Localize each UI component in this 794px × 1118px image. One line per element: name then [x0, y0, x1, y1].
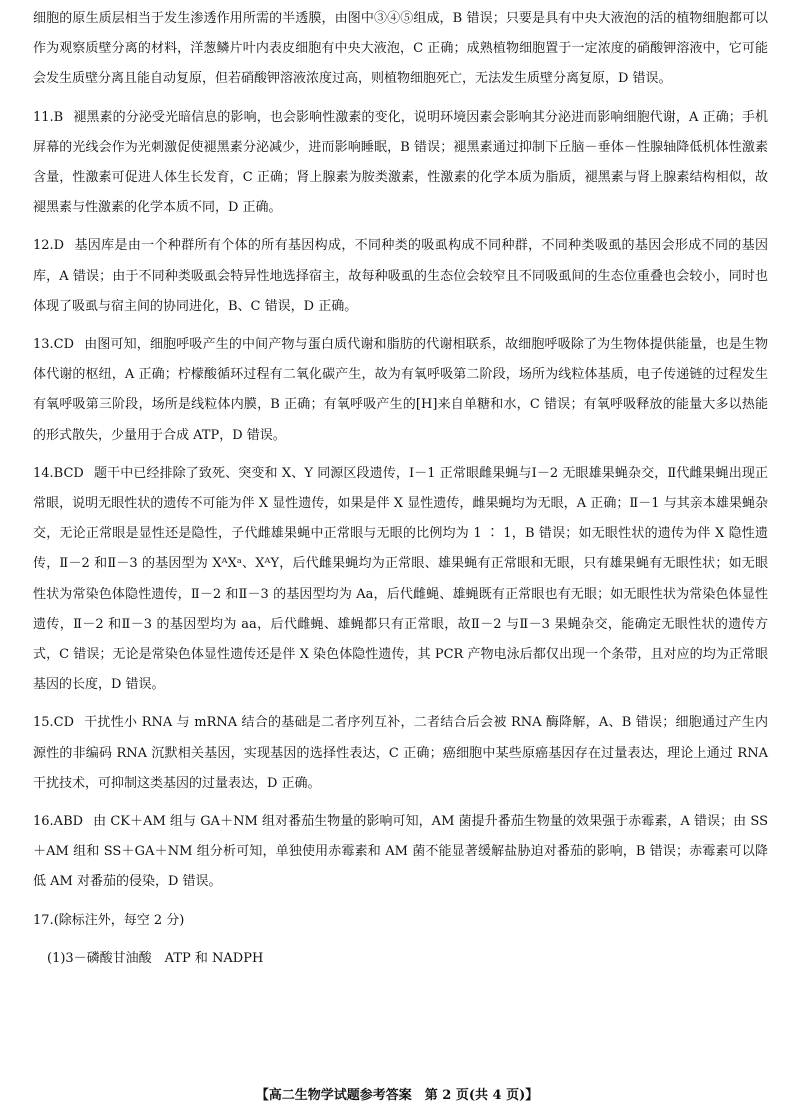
answer-15-number: 15.CD [33, 715, 75, 731]
answer-17-sub1: (1)3－磷酸甘油酸 ATP 和 NADPH [47, 950, 264, 966]
answer-10-continued: 细胞的原生质层相当于发生渗透作用所需的半透膜，由图中③④⑤组成，B 错误；只要是具有中央大液泡的活的植物细胞都可以作为观察质壁分离的材料，洋葱鳞片叶内表皮细胞有中央大液泡，C 正确；成熟植物细胞置于一定浓度的硝酸钾溶液中，它可能会发生质壁分离且能自动复原，但若硝酸钾溶液浓度过高，则植物细胞死亡，无法发生质壁分离复原，D 错误。 [33, 11, 768, 87]
answer-15-text: 干扰性小 RNA 与 mRNA 结合的基础是二者序列互补，二者结合后会被 RNA 酶降解，A、B 错误；细胞通过产生内源性的非编码 RNA 沉默相关基因，实现基因的选择性表达，C 正确；癌细胞中某些原癌基因存在过量表达，理论上通过 RNA 干扰技术，可抑制这类基因的过量表达，D 正确。 [33, 715, 768, 791]
page-footer: 【高二生物学试题参考答案 第 2 页(共 4 页)】 [255, 1088, 539, 1103]
answer-14-number: 14.BCD [33, 465, 84, 481]
answer-17 [33, 906, 768, 936]
answer-17-note: (除标注外，每空 2 分) [53, 912, 185, 928]
answer-13-text: 由图可知，细胞呼吸产生的中间产物与蛋白质代谢和脂肪的代谢相联系，故细胞呼吸除了为生物体提供能量，也是生物体代谢的枢纽，A 正确；柠檬酸循环过程有二氧化碳产生，故为有氧呼吸第二阶段，场所为线粒体基质，电子传递链的过程发生有氧呼吸第三阶段，场所是线粒体内膜，B 正确；有氧呼吸产生的[H]来自单糖和水，C 错误；有氧呼吸释放的能量大多以热能的形式散失，少量用于合成 ATP，D 错误。 [33, 337, 768, 443]
answer-16-number: 16.ABD [33, 814, 84, 830]
answer-14 [33, 459, 768, 701]
answer-16 [33, 807, 768, 898]
answer-12 [33, 231, 768, 322]
answer-14-text: 题干中已经排除了致死、突变和 X、Y 同源区段遗传，Ⅰ－1 正常眼雌果蝇与Ⅰ－2 无眼雄果蝇杂交，Ⅱ代雌果蝇出现正常眼，说明无眼性状的遗传不可能为伴 X 显性遗传，如果是伴 X 显性遗传，雌果蝇均为无眼，A 正确；Ⅱ－1 与其亲本雄果蝇杂交，无论正常眼是显性还是隐性，子代雌雄果蝇中正常眼与无眼的比例均为 1 ∶ 1，B 错误；如无眼性状的遗传为伴 X 隐性遗传，Ⅱ－2 和Ⅱ－3 的基因型为 XᴬXᵃ、XᴬY，后代雌果蝇均为正常眼、雄果蝇有正常眼和无眼，只有雄果蝇有无眼性状；如无眼性状为常染色体隐性遗传，Ⅱ－2 和Ⅱ－3 的基因型均为 Aa，后代雌蝇、雄蝇既有正常眼也有无眼；如无眼性状为常染色体显性遗传，Ⅱ－2 和Ⅱ－3 的基因型均为 aa，后代雌蝇、雄蝇都只有正常眼，故Ⅱ－2 与Ⅱ－3 果蝇杂交，能确定无眼性状的遗传方式，C 错误；无论是常染色体显性遗传还是伴 X 染色体隐性遗传，其 PCR 产物电泳后都仅出现一个条带，且对应的均为正常眼基因的长度，D 错误。 [33, 465, 768, 693]
answer-11 [33, 103, 768, 224]
answer-13-number: 13.CD [33, 337, 75, 353]
answer-11-text: 褪黑素的分泌受光暗信息的影响，也会影响性激素的变化，说明环境因素会影响其分泌进而影响细胞代谢，A 正确；手机屏幕的光线会作为光刺激促使褪黑素分泌减少，进而影响睡眠，B 错误；褪黑素通过抑制下丘脑－垂体－性腺轴降低机体性激素含量，性激素可促进人体生长发育，C 正确；肾上腺素为胺类激素，性激素的化学本质为脂质，褪黑素与肾上腺素结构相似，故褪黑素与性激素的化学本质不同，D 正确。 [33, 109, 768, 216]
answer-content [33, 0, 768, 974]
answer-17-number: 17. [33, 912, 54, 928]
answer-16-text: 由 CK＋AM 组与 GA＋NM 组对番茄生物量的影响可知，AM 菌提升番茄生物量的效果强于赤霉素，A 错误；由 SS＋AM 组和 SS＋GA＋NM 组分析可知，单独使用赤霉素和 AM 菌不能显著缓解盐胁迫对番茄的影响，B 错误；赤霉素可以降低 AM 对番茄的侵染，D 错误。 [33, 814, 768, 890]
answer-11-number: 11.B [33, 109, 64, 125]
answer-15 [33, 708, 768, 799]
answer-12-text: 基因库是由一个种群所有个体的所有基因构成，不同种类的吸虱构成不同种群，不同种类吸虱的基因会形成不同的基因库，A 错误；由于不同种类吸虱会特异性地选择宿主，故每种吸虱的生态位会较窄且不同吸虱间的生态位重叠也会较小，同时也体现了吸虱与宿主间的协同进化，B、C 错误，D 正确。 [33, 238, 768, 314]
answer-13 [33, 330, 768, 451]
answer-12-number: 12.D [33, 238, 65, 254]
